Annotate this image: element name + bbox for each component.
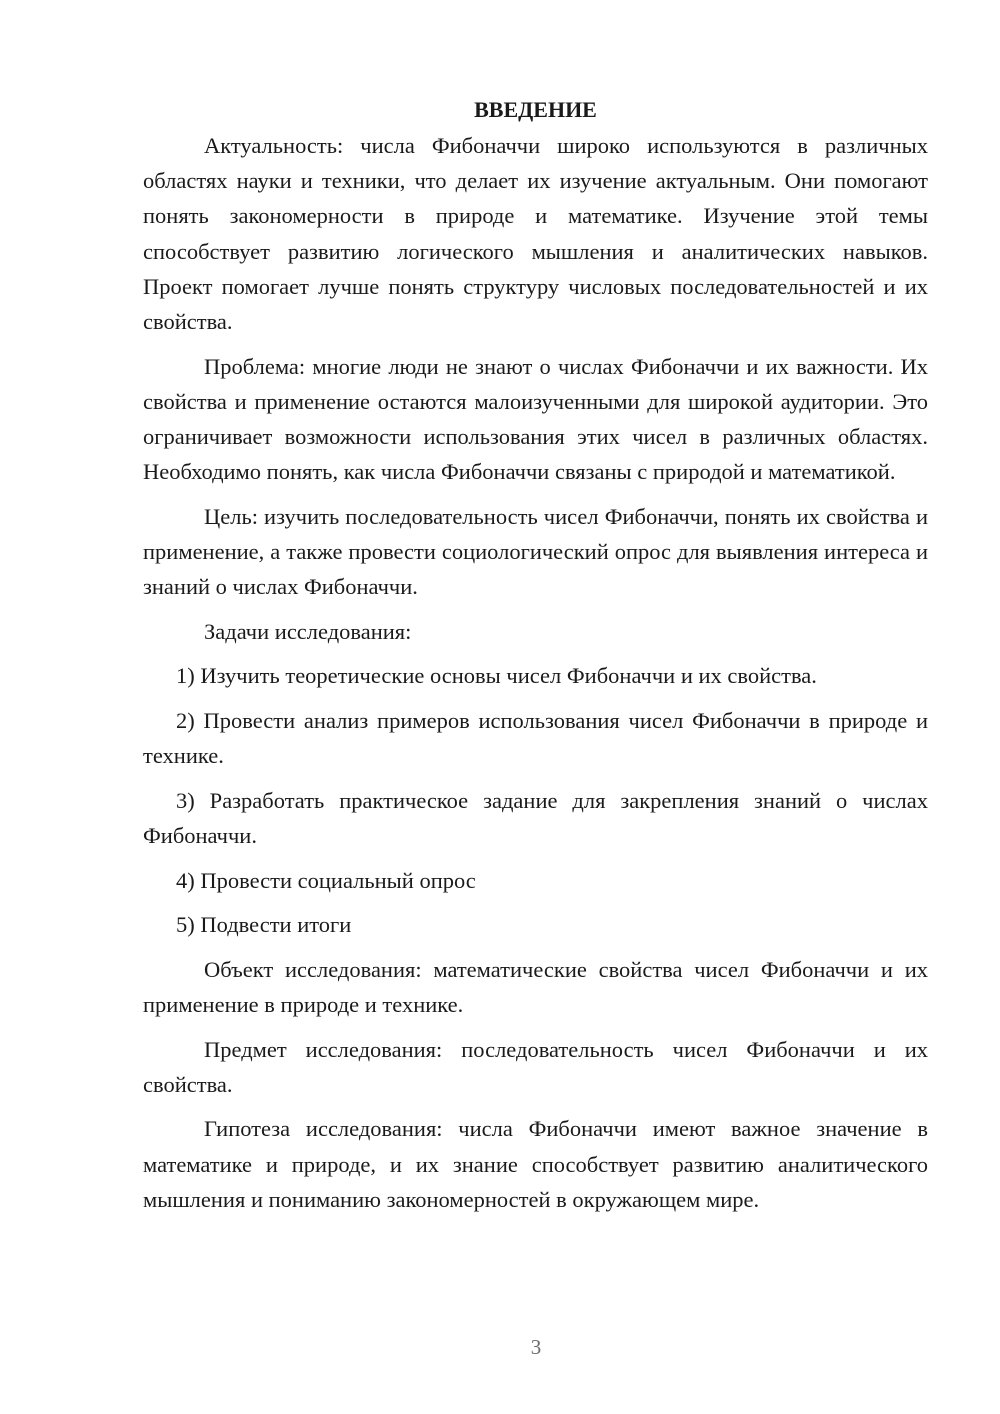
section-title: ВВЕДЕНИЕ xyxy=(474,97,597,122)
task-item: 2) Провести анализ примеров использования чисел Фибоначчи в природе и технике. xyxy=(143,708,928,769)
paragraph-hypothesis: Гипотеза исследования: числа Фибоначчи имеют важное значение в математике и природе, и их знание способствует развитию аналитического мышления и пониманию закономерностей в окружающем мире. xyxy=(143,1116,928,1212)
tasks-heading: Задачи исследования: xyxy=(204,618,412,644)
task-item: 3) Разработать практическое задание для закрепления знаний о числах Фибоначчи. xyxy=(143,787,928,848)
paragraph-subject: Предмет исследования: последовательность чисел Фибоначчи и их свойства. xyxy=(143,1036,928,1097)
paragraph-object: Объект исследования: математические свойства чисел Фибоначчи и их применение в природе и технике. xyxy=(143,956,928,1017)
page-number: 3 xyxy=(530,1335,542,1359)
document-page xyxy=(143,94,928,1226)
paragraph-goal: Цель: изучить последовательность чисел Фибоначчи, понять их свойства и применение, а также провести социологический опрос для выявления интереса и знаний о числах Фибоначчи. xyxy=(143,503,928,600)
paragraph-relevance: Актуальность: числа Фибоначчи широко используются в различных областях науки и техники, что делает их изучение актуальным. Они помогают понять закономерности в природе и математике. Изучение этой темы способствует развитию логического мышления и аналитических навыков. Проект помогает лучше понять структуру числовых последовательностей и их свойства. xyxy=(143,133,928,335)
task-item: 4) Провести социальный опрос xyxy=(176,867,476,893)
task-item: 5) Подвести итоги xyxy=(176,912,352,938)
task-item: 1) Изучить теоретические основы чисел Фибоначчи и их свойства. xyxy=(176,663,817,689)
paragraph-problem: Проблема: многие люди не знают о числах Фибоначчи и их важности. Их свойства и применение остаются малоизученными для широкой аудитории. Это ограничивает возможности использования этих чисел в различных областях. Необходимо понять, как числа Фибоначчи связаны с природой и математикой. xyxy=(143,353,928,485)
